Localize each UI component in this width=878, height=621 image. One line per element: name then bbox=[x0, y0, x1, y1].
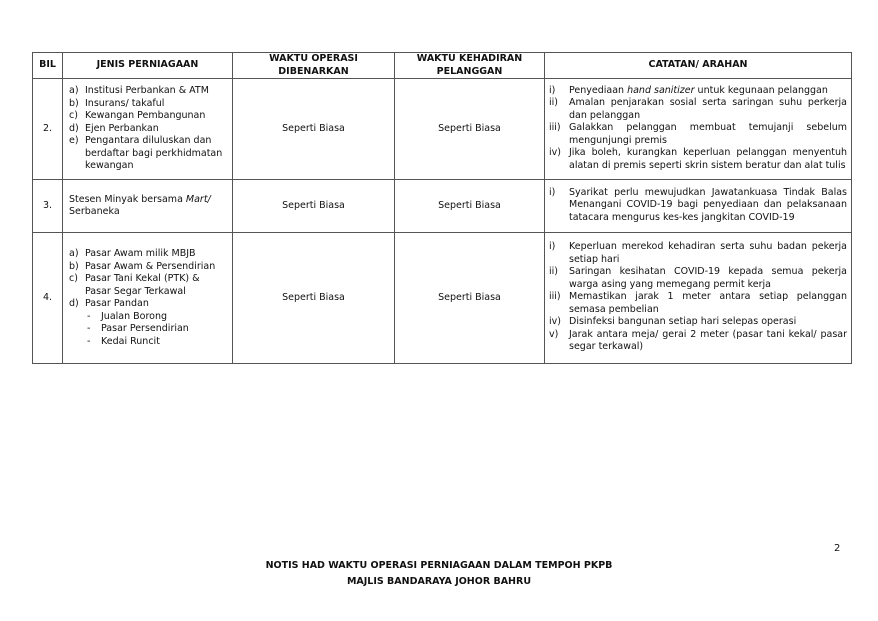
customer-hours-cell: Seperti Biasa bbox=[395, 233, 545, 364]
list-item: iv) Jika boleh, kurangkan keperluan pelanggan menyentuh alatan di premis seperti skrin sistem beratur dan alat tulis bbox=[549, 147, 847, 171]
list-item: iii) Galakkan pelanggan membuat temujanji sebelum mengunjungi premis bbox=[549, 122, 847, 146]
sub-list-item: - Kedai Runcit bbox=[87, 335, 160, 347]
header-bil: BIL bbox=[33, 53, 63, 79]
list-item: a) Pasar Awam milik MBJB bbox=[69, 248, 196, 259]
row-number: 4. bbox=[33, 233, 63, 364]
table-row bbox=[33, 233, 852, 364]
operating-hours-cell: Seperti Biasa bbox=[233, 79, 395, 180]
table-header-row bbox=[33, 53, 852, 79]
table-row bbox=[33, 79, 852, 180]
list-item: d) Ejen Perbankan bbox=[69, 122, 159, 134]
operating-hours-cell: Seperti Biasa bbox=[233, 233, 395, 364]
header-catatan: CATATAN/ ARAHAN bbox=[545, 53, 852, 79]
footer-title: NOTIS HAD WAKTU OPERASI PERNIAGAAN DALAM TEMPOH PKPB bbox=[265, 560, 613, 571]
notes-cell bbox=[545, 79, 852, 180]
row-number: 3. bbox=[33, 180, 63, 233]
table-row bbox=[33, 180, 852, 233]
footer-organization: MAJLIS BANDARAYA JOHOR BAHRU bbox=[346, 576, 532, 587]
row-number: 2. bbox=[33, 79, 63, 180]
operating-hours-cell: Seperti Biasa bbox=[233, 180, 395, 233]
list-item: d) Pasar Pandan bbox=[69, 298, 149, 309]
customer-hours-cell: Seperti Biasa bbox=[395, 79, 545, 180]
header-waktu: WAKTU OPERASI DIBENARKAN bbox=[233, 53, 395, 79]
page-number: 2 bbox=[834, 543, 841, 554]
list-item: ii) Amalan penjarakan sosial serta saringan suhu perkerja dan pelanggan bbox=[549, 97, 847, 121]
notes-cell bbox=[545, 180, 852, 233]
list-item: e) Pengantara diluluskan dan berdaftar bagi perkhidmatan kewangan bbox=[69, 135, 223, 172]
list-item: b) Pasar Awam & Persendirian bbox=[69, 260, 216, 272]
list-item: a) Institusi Perbankan & ATM bbox=[69, 85, 209, 97]
notes-cell bbox=[545, 233, 852, 364]
business-hours-table bbox=[32, 52, 852, 364]
list-item: i) Penyediaan hand sanitizer untuk kegunaan pelanggan bbox=[549, 84, 828, 96]
sub-list-item: - Pasar Persendirian bbox=[87, 323, 189, 334]
header-kehadiran: WAKTU KEHADIRAN PELANGGAN bbox=[395, 53, 545, 79]
list-item: i) Keperluan merekod kehadiran serta suhu badan pekerja setiap hari bbox=[549, 241, 847, 265]
list-item: i) Syarikat perlu mewujudkan Jawatankuasa Tindak Balas Menangani COVID-19 bagi penyediaan dan pelaksanaan tatacara mengurus kes-kes jangkitan COVID-19 bbox=[549, 186, 847, 223]
list-item: c) Pasar Tani Kekal (PTK) & Pasar Segar Terkawal bbox=[69, 273, 200, 297]
list-item: c) Kewangan Pembangunan bbox=[69, 110, 206, 122]
sub-list-item: - Jualan Borong bbox=[87, 310, 168, 322]
business-type-cell bbox=[63, 233, 233, 364]
header-jenis: JENIS PERNIAGAAN bbox=[63, 53, 233, 79]
list-item: b) Insurans/ takaful bbox=[69, 97, 165, 109]
list-item: iv) Disinfeksi bangunan setiap hari selepas operasi bbox=[549, 316, 797, 328]
list-item: ii) Saringan kesihatan COVID-19 kepada semua pekerja warga asing yang memegang permit kerja bbox=[549, 266, 847, 290]
customer-hours-cell: Seperti Biasa bbox=[395, 180, 545, 233]
list-item: iii) Memastikan jarak 1 meter antara setiap pelanggan semasa pembelian bbox=[549, 291, 847, 315]
business-type-cell: Stesen Minyak bersama Mart/ Serbaneka bbox=[63, 180, 233, 233]
business-type-cell bbox=[63, 79, 233, 180]
list-item: v) Jarak antara meja/ gerai 2 meter (pasar tani kekal/ pasar segar terkawal) bbox=[549, 328, 847, 353]
